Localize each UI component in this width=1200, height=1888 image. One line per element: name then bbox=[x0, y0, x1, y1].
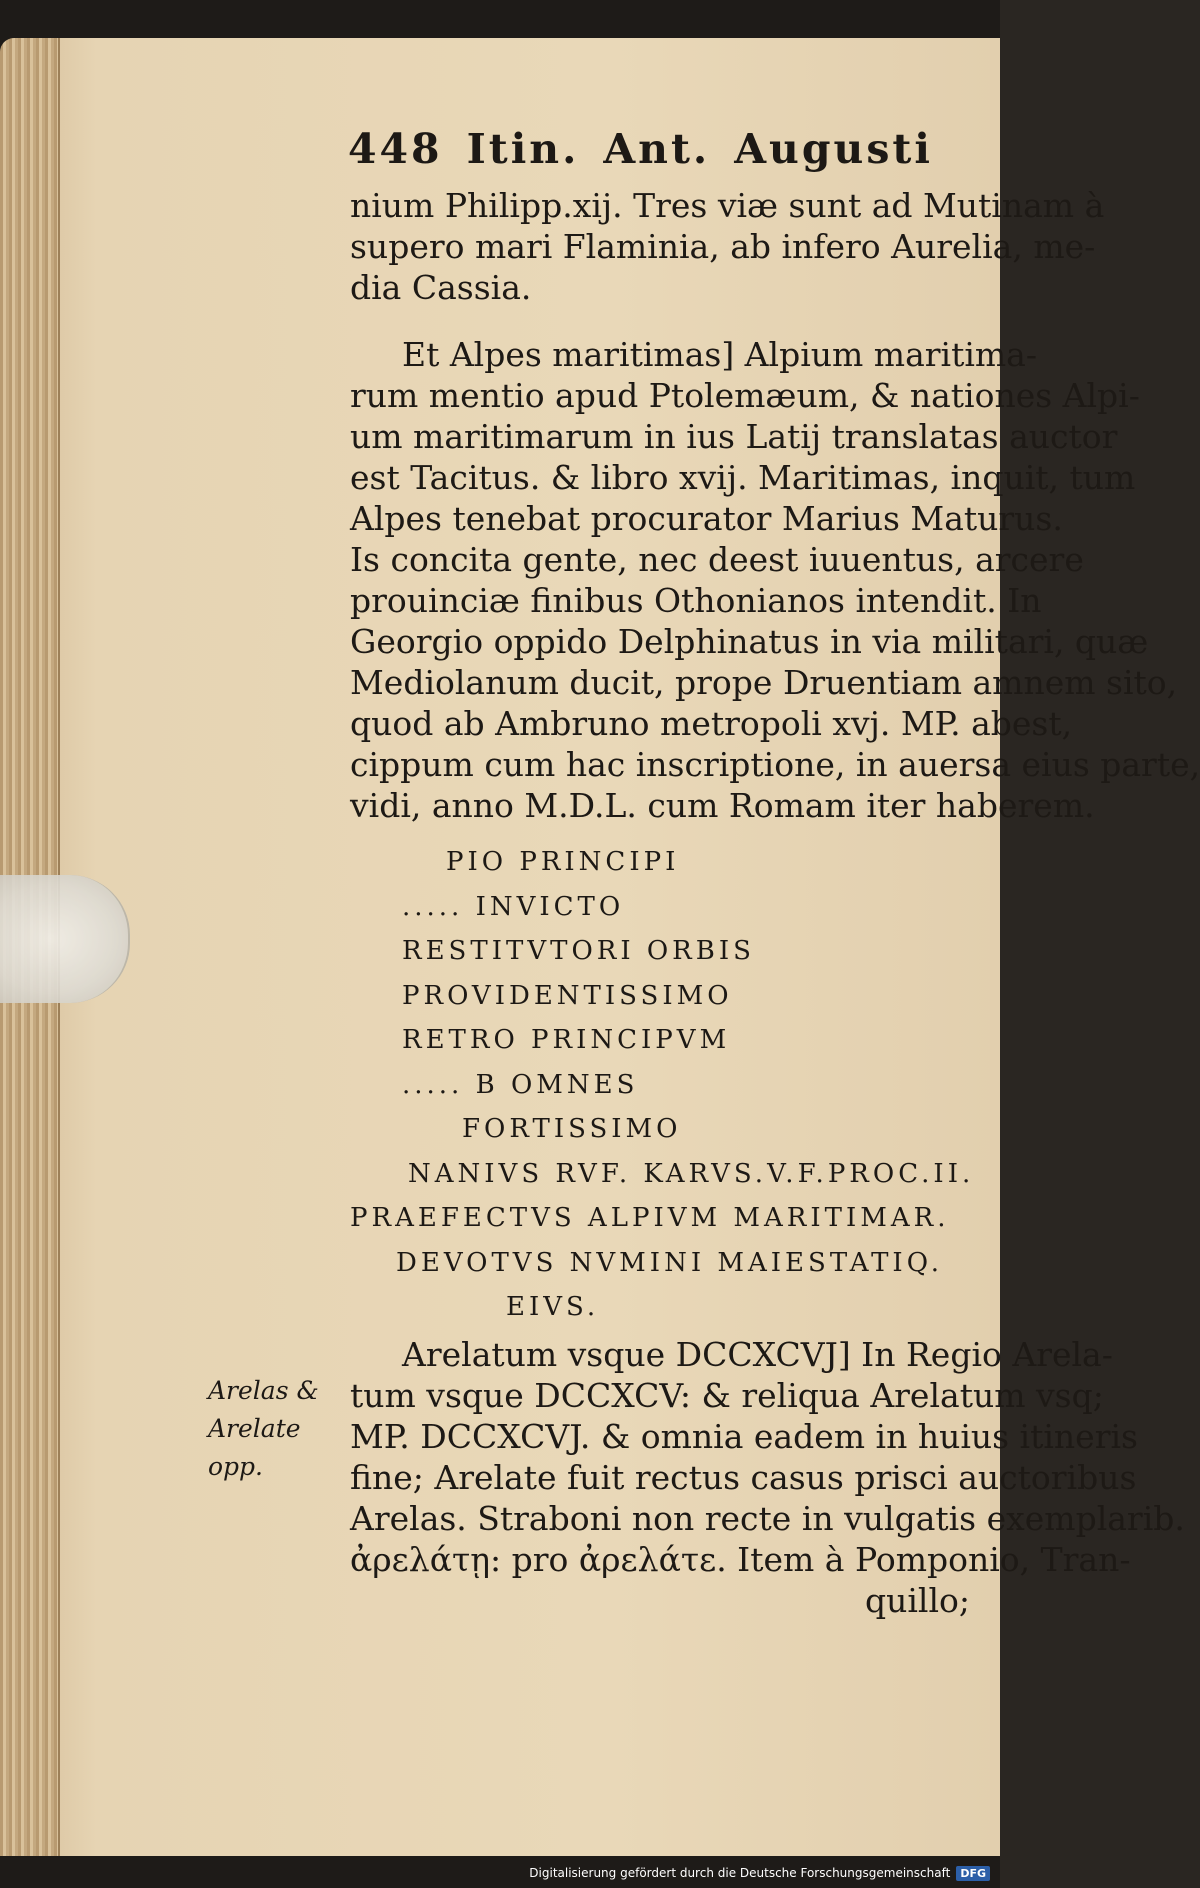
text-line: supero mari Flaminia, ab infero Aurelia, me- bbox=[350, 227, 1096, 266]
page-text bbox=[348, 125, 1200, 1621]
margin-note-line: Arelate bbox=[208, 1414, 301, 1443]
running-header bbox=[348, 125, 980, 173]
funding-credit: Digitalisierung gefördert durch die Deutsche Forschungsgemeinschaft bbox=[529, 1866, 951, 1880]
header-title-2: Ant. bbox=[603, 125, 711, 173]
text-line: cippum cum hac inscriptione, in auersa eius parte, bbox=[350, 745, 1200, 784]
text-line: tum vsque DCCXCV: & reliqua Arelatum vsq; bbox=[350, 1375, 1104, 1415]
inscription-line: FORTISSIMO bbox=[462, 1114, 682, 1144]
inscription-line: ..... B OMNES bbox=[402, 1069, 639, 1100]
inscription-line: RESTITVTORI ORBIS bbox=[402, 936, 755, 966]
text-line: vidi, anno M.D.L. cum Romam iter haberem. bbox=[350, 786, 1095, 825]
text-line: MP. DCCXCVJ. & omnia eadem in huius itineris bbox=[350, 1416, 1138, 1456]
paragraph-2 bbox=[350, 334, 1200, 826]
inscription-line: ..... INVICTO bbox=[402, 891, 625, 922]
header-title-1: Itin. bbox=[466, 125, 580, 173]
text-line: um maritimarum in ius Latij translatas auctor bbox=[350, 417, 1118, 456]
dfg-logo: DFG bbox=[956, 1866, 990, 1881]
page-clip bbox=[0, 875, 130, 1003]
text-line: Arelas. Straboni non recte in vulgatis exemplarib. bbox=[350, 1498, 1185, 1538]
text-line: Arelatum vsque DCCXCVJ] In Regio Arela- bbox=[402, 1334, 1113, 1374]
text-line: Alpes tenebat procurator Marius Maturus. bbox=[350, 499, 1063, 538]
inscription bbox=[350, 840, 980, 1330]
header-title-3: Augusti bbox=[734, 125, 933, 173]
text-line: dia Cassia. bbox=[350, 268, 532, 307]
text-line: fine; Arelate fuit rectus casus prisci auctoribus bbox=[350, 1457, 1137, 1497]
inscription-line: NANIVS RVF. KARVS.V.F.PROC.II. bbox=[408, 1158, 975, 1189]
margin-note bbox=[208, 1372, 348, 1486]
inscription-line: RETRO PRINCIPVM bbox=[402, 1025, 731, 1055]
footer bbox=[529, 1862, 990, 1884]
text-line: quillo; bbox=[864, 1580, 970, 1620]
text-line: rum mentio apud Ptolemæum, & nationes Alpi- bbox=[350, 376, 1140, 415]
text-line: quod ab Ambruno metropoli xvj. MP. abest, bbox=[350, 704, 1073, 743]
margin-note-line: opp. bbox=[208, 1452, 264, 1481]
text-line: prouinciæ finibus Othonianos intendit. In bbox=[350, 581, 1042, 620]
inscription-line: DEVOTVS NVMINI MAIESTATIQ. bbox=[396, 1247, 943, 1278]
inscription-line: EIVS. bbox=[506, 1292, 600, 1322]
paragraph-3 bbox=[350, 1334, 1185, 1621]
text-line: Georgio oppido Delphinatus in via militari, quæ bbox=[350, 622, 1149, 661]
text-line: Is concita gente, nec deest iuuentus, arcere bbox=[350, 540, 1084, 579]
inscription-line: PIO PRINCIPI bbox=[446, 847, 680, 877]
inscription-line: PROVIDENTISSIMO bbox=[402, 980, 733, 1011]
margin-note-line: Arelas & bbox=[208, 1376, 319, 1405]
page-number: 448 bbox=[348, 125, 443, 173]
text-line: nium Philipp.xij. Tres viæ sunt ad Mutinam à bbox=[350, 186, 1105, 225]
text-line: ἀρελάτῃ: pro ἀρελάτε. Item à Pomponio, Tran- bbox=[350, 1539, 1131, 1579]
text-line: Mediolanum ducit, prope Druentiam amnem sito, bbox=[350, 663, 1178, 702]
text-line: Et Alpes maritimas] Alpium maritima- bbox=[402, 335, 1038, 374]
text-line: est Tacitus. & libro xvij. Maritimas, inquit, tum bbox=[350, 458, 1136, 497]
inscription-line: PRAEFECTVS ALPIVM MARITIMAR. bbox=[350, 1203, 950, 1233]
paragraph-1 bbox=[350, 185, 1105, 308]
